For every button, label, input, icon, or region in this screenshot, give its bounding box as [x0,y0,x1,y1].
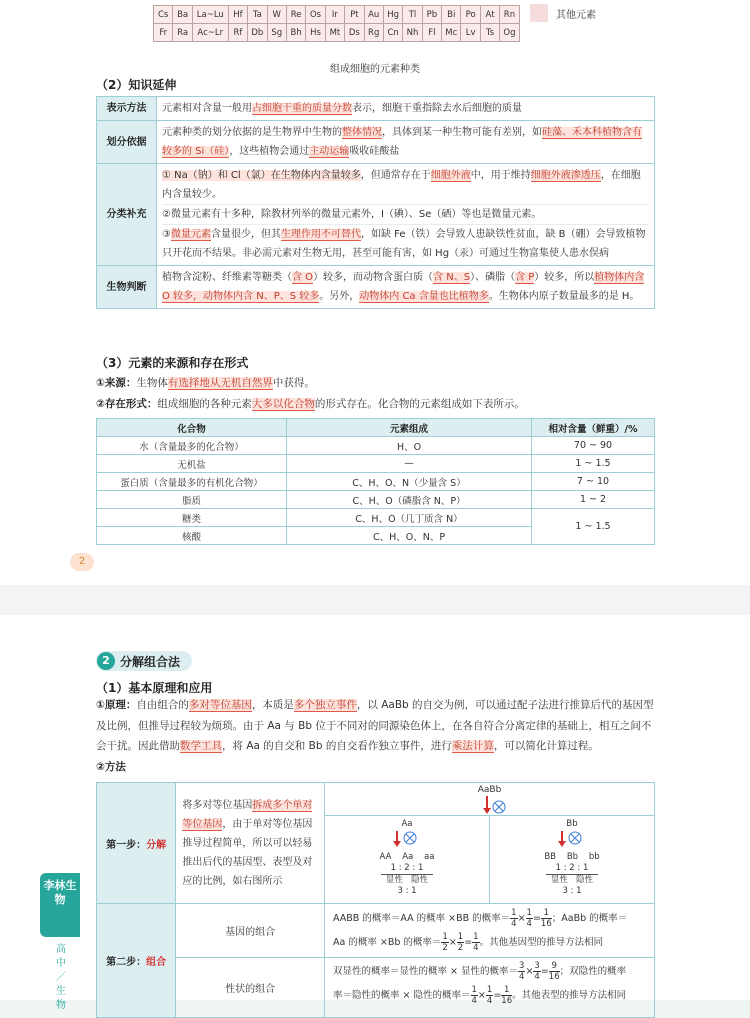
element-cell: Rn [500,6,519,24]
table-header [97,419,655,437]
offspring-genotypes [325,852,489,863]
genotype-ratio: 1 : 2 : 1 [546,863,599,875]
cell: 糖类 [97,509,287,527]
element-cell: Os [306,6,325,24]
cell: 70 ~ 90 [532,437,655,455]
phenotypes [325,875,489,886]
phenotype-ratio: 3 : 1 [397,886,417,896]
text: ，在细胞内含量较少。 [162,170,641,200]
header-cell: 元素组成 [287,419,532,437]
page-number: 2 [70,553,94,571]
cell: 水（含量最多的化合物） [97,437,287,455]
fraction [518,961,525,982]
note-item [162,166,649,205]
text: AABB 的概率＝AA 的概率 ×BB 的概率＝ [333,912,511,924]
knowledge-row [97,266,655,309]
element-cell: W [267,6,286,24]
gene-pair: Bb [566,819,578,829]
row-content [157,164,655,266]
text: 第一步： [106,839,147,851]
text: 表示，细胞干重指除去水后细胞的质量 [352,103,522,114]
step-row [97,958,655,1018]
denominator: 4 [526,918,532,929]
element-cell: Hf [228,6,247,24]
element-cell: Pb [422,6,441,24]
highlight: 有选择地从无机自然界 [167,377,273,389]
periodic-table-strip [153,5,520,42]
element-cell: Db [248,24,267,42]
phenotypes [490,875,654,886]
cell: 核酸 [97,527,287,545]
note-item [162,205,649,225]
numerator: 9 [549,961,560,972]
row-content [157,121,655,164]
highlight: 含 N、S [433,272,471,283]
element-cell: Lv [461,24,480,42]
label: ①原理： [96,699,137,711]
fraction [486,985,493,1006]
source-line [96,373,315,393]
highlight: 含 O [292,272,314,283]
denominator: 4 [473,942,479,953]
cell: C、H、O、N（少量含 S） [287,473,532,491]
phenotype: 隐性 [576,875,594,885]
section-title: 分解组合法 [120,654,181,669]
fraction [472,932,479,953]
text: ，将 Aa 的自交和 Bb 的自交看作独立事件，进行 [222,740,452,752]
cell: 1 ~ 2 [532,491,655,509]
element-cell: Ac~Lr [192,24,228,42]
denominator: 2 [442,942,448,953]
row-label: 划分依据 [97,121,157,164]
text: 的形式存在。化合物的元素组成如下表所示。 [314,398,525,410]
highlight: 多对等位基因 [188,699,252,711]
principle-paragraph [96,695,655,757]
element-cell: Tl [403,6,422,24]
phenotype-ratio: 3 : 1 [562,886,582,896]
fraction [526,908,533,929]
highlight: 乘法计算 [451,740,494,752]
cell: 7 ~ 10 [532,473,655,491]
step-row [97,783,655,904]
fraction [457,932,464,953]
text: 含量很少，但其 [210,229,281,240]
fraction [541,908,552,929]
text: 生物体 [136,377,168,389]
numerator: 1 [471,985,477,995]
knowledge-table [96,96,655,309]
element-cell: At [480,6,499,24]
self-cross-icon [554,830,590,848]
numerator: 1 [442,931,448,942]
text: 。生物体内原子数量最多的是 H。 [488,291,640,302]
cell: H、O [287,437,532,455]
text: ，但通常存在于 [360,170,431,181]
denominator: 4 [486,996,493,1006]
text: 率＝隐性的概率 × 隐性的概率＝ [333,990,471,1001]
header-cell: 相对含量（鲜重）/% [532,419,655,437]
subheading-principle: （1）基本原理和应用 [96,681,213,695]
element-cell: La~Lu [192,6,228,24]
section-number: 2 [97,652,115,670]
highlight: 硅藻、禾本科植物含有较多的 Si（硅） [162,127,642,157]
step-label [97,783,176,904]
page-gap [0,585,750,615]
highlight: 细胞外液渗透压 [530,170,601,181]
denominator: 2 [457,942,464,953]
text: 中获得。 [272,377,315,389]
method-table [96,782,655,1018]
genotype-ratio: 1 : 2 : 1 [381,863,434,875]
phenotype: 显性 [550,875,568,885]
text: ，可以简化计算过程。 [493,740,599,752]
combination-formula: 双显性的概率＝显性的概率 × 显性的概率＝ $\frac{3}{4}\times$ $\frac{3}{4}=$ $\frac{9}{16}$；双隐性的概率 率＝隐性的概率 × 隐性的概率＝ $\frac{1}{4}\times$ $\frac{1}{4}=$ $\frac{1}{16}$。其他表型的推导方法相同 [325,958,655,1018]
element-cell: Ta [248,6,267,24]
fraction [533,961,540,982]
text: ；双隐性的概率 [559,966,627,977]
text: ，这些植物会通过 [229,146,310,157]
text: 。其他基因型的推导方法相同 [479,936,604,948]
gene-pair: Aa [401,819,413,829]
cell: C、H、O（几丁质含 N） [287,509,532,527]
highlight: 生理作用不可替代 [280,229,361,240]
step-description [176,783,325,904]
cell: 脂质 [97,491,287,509]
text: ，如缺 Fe（铁）会导致人患缺铁性贫血，缺 B（硼）会导致植物只开花而不结果。非必需元素对生物无用，甚至可能有害，如 Hg（汞）可通过生物富集使人患水俣病 [162,229,646,259]
fraction [441,932,448,953]
step-label [97,904,176,1018]
highlight: 占细胞干重的质量分数 [252,103,352,114]
self-cross-icon [389,830,425,848]
numerator: 1 [526,907,532,918]
text: 元素种类的划分依据的是生物界中生物的 [162,127,342,138]
knowledge-row [97,121,655,164]
element-cell: Ra [173,24,192,42]
sub-step-label: 性状的组合 [176,958,325,1018]
text: ③ [162,229,171,240]
highlight: 拆成多个单对等位基因 [182,799,313,830]
text: 元素相对含量一般用 [162,103,252,114]
cell: 无机盐 [97,455,287,473]
numerator: 1 [457,931,464,942]
label: ①来源： [96,377,137,389]
form-line [96,394,525,414]
knowledge-row [97,97,655,121]
text: ）、磷脂（ [470,272,516,283]
offspring-genotypes [490,852,654,863]
element-cell: Cn [383,24,402,42]
row-label: 分类补充 [97,164,157,266]
element-cell: Rf [228,24,247,42]
numerator: 3 [519,961,525,971]
highlight: 大多以化合物 [251,398,315,410]
element-cell: Bh [286,24,305,42]
element-cell: Og [500,24,519,42]
text: 吸收硅酸盐 [349,146,400,157]
knowledge-row [97,164,655,266]
header-cell: 化合物 [97,419,287,437]
table-row [97,491,655,509]
parent-genotype: AaBb [477,785,502,795]
element-cell: Hg [383,6,402,24]
phenotype: 显性 [385,875,403,885]
highlight: 植物体内含 O 较多，动物体内含 N、P、S 较多 [162,272,645,302]
highlight: 整体情况 [342,127,382,138]
fraction [510,908,517,929]
genotype: AA [379,852,392,862]
denominator: 16 [548,972,560,982]
text: ）较多，而动物含蛋白质（ [313,272,434,283]
element-cell: Hs [306,24,325,42]
denominator: 16 [540,918,552,929]
genotype: aa [424,852,435,862]
row-label: 生物判断 [97,266,157,309]
text: ，具体到某一种生物可能有差别，如 [382,127,542,138]
self-cross-icon [475,795,515,817]
text: 自由组合的 [136,699,189,711]
text: ②微量元素有十多种，除教材列举的微量元素外，I（碘）、Se（硒）等也是微量元素。 [162,209,542,220]
element-cell: Nh [403,24,422,42]
fraction [471,985,478,1006]
section-title-pill [96,651,192,671]
table-row [97,509,655,527]
sub-step-label: 基因的组合 [176,904,325,958]
element-cell: Bi [442,6,461,24]
denominator: 4 [471,996,477,1006]
element-cell: Pt [345,6,364,24]
cell: 1 ~ 1.5 [532,455,655,473]
element-cell: Sg [267,24,286,42]
denominator: 4 [511,918,517,929]
periodic-row-7 [154,24,520,42]
step-row [97,904,655,958]
row-content [157,97,655,121]
cell: 1 ~ 1.5 [532,509,655,545]
denominator: 16 [501,996,513,1006]
text: Aa 的概率 ×Bb 的概率＝ [333,936,442,948]
text: ，本质是 [251,699,294,711]
element-cell: Fr [154,24,173,42]
fraction [549,961,560,982]
element-cell: Fl [422,24,441,42]
label: ②存在形式： [96,398,158,410]
fraction [501,985,512,1006]
element-cell: Cs [154,6,173,24]
text: 第二步： [106,957,147,968]
denominator: 4 [519,972,525,982]
numerator: 1 [486,985,493,995]
highlight: 多个独立事件 [293,699,357,711]
element-cell: Mc [442,24,461,42]
step-name: 组合 [146,957,167,968]
right-branch [490,819,654,897]
numerator: 3 [534,961,540,971]
text: 植物含淀粉、纤维素等糖类（ [162,272,292,283]
genotype: Bb [566,852,579,862]
genotype: Aa [402,852,414,862]
highlight: 细胞外液 [430,170,471,181]
cell: 蛋白质（含量最多的有机化合物） [97,473,287,491]
numerator: 1 [541,908,552,919]
text: ，以 AaBb 的自交为例，可以通过配子法进行推算后代的基因型及比例，但推导过程较为烦琐。由于 Aa 与 Bb 位于不同对的同源染色体上，在各自符合分离定律的基础上，相互之间不会干扰。因此借助 [96,699,654,752]
text: ；AaBb 的概率＝ [551,912,628,924]
periodic-row-6 [154,6,520,24]
element-cell: Ir [325,6,344,24]
element-cell: Au [364,6,383,24]
legend-label: 其他元素 [556,9,596,21]
step-name: 分解 [146,839,167,851]
element-cell: Ba [173,6,192,24]
numerator: 1 [473,931,479,942]
genotype: bb [588,852,600,862]
row-content [157,266,655,309]
note-item [162,225,649,263]
combination-formula: AABB 的概率＝AA 的概率 ×BB 的概率＝ $\frac{1}{4}\times$ $\frac{1}{4}=$ $\frac{1}{16}$；AaBb 的概率＝ Aa 的概率 ×Bb 的概率＝ $\frac{1}{2}\times$ $\frac{1}{2}=$ $\frac{1}{4}$。其他基因型的推导方法相同 [325,904,655,958]
cell: C、H、O、N、P [287,527,532,545]
compound-table [96,418,655,545]
figure-caption: 组成细胞的元素种类 [330,64,420,75]
phenotype: 隐性 [411,875,429,885]
denominator: 4 [534,972,540,982]
text: 将多对等位基因 [182,799,253,811]
text: 双显性的概率＝显性的概率 × 显性的概率＝ [333,966,519,977]
subject-side-label: 高中／生物 [56,944,66,1011]
highlight: 微量元素 [170,229,211,240]
highlight: ① Na（钠）和 Cl（氯）在生物体内含量较多 [162,170,361,181]
element-cell: Mt [325,24,344,42]
legend [530,4,596,22]
text: ）较多，所以 [534,272,595,283]
numerator: 1 [511,907,517,918]
element-cell: Ds [345,24,364,42]
cell: — [287,455,532,473]
numerator: 1 [501,985,512,996]
element-cell: Ts [480,24,499,42]
element-cell: Re [286,6,305,24]
text: ，由于单对等位基因推导过程简单，所以可以轻易推出后代的基因型、表型及对应的比例，如右图所示 [182,818,313,887]
highlight: 数学工具 [180,740,222,752]
section-heading-knowledge: （2）知识延伸 [96,78,177,92]
legend-swatch [530,4,548,22]
section-heading-source: （3）元素的来源和存在形式 [96,356,249,370]
genetics-diagram [325,783,655,904]
element-cell: Po [461,6,480,24]
genotype: BB [544,852,556,862]
text: 组成细胞的各种元素 [157,398,252,410]
table-row [97,473,655,491]
method-label: ②方法 [96,761,126,773]
element-cell: Rg [364,24,383,42]
text: 中，用于维持 [470,170,531,181]
text: 。另外， [319,291,360,302]
table-row [97,437,655,455]
highlight: 主动运输 [309,146,350,157]
page-two [0,615,750,1011]
text: 。其他表型的推导方法相同 [512,990,627,1001]
cell: C、H、O（磷脂含 N、P） [287,491,532,509]
brand-side-tab: 李林生物 [40,873,80,937]
highlight: 含 P [515,272,535,283]
table-row [97,455,655,473]
row-label: 表示方法 [97,97,157,121]
highlight: 动物体内 Ca 含量也比植物多 [359,291,489,302]
left-branch [325,819,489,897]
